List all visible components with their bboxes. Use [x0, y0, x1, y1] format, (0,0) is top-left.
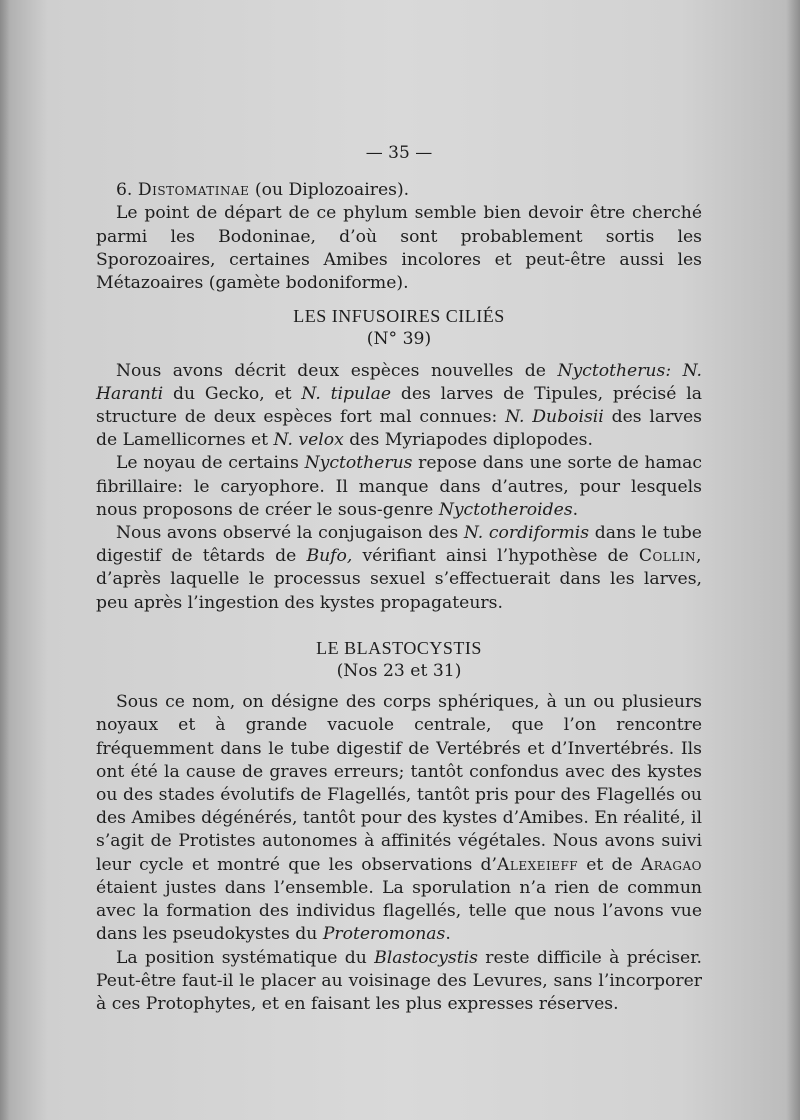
scan-left-edge [0, 0, 10, 1120]
blastocystis-paragraph-2: La position systématique du Blastocystis reste difficile à préciser. Peut-être faut-il le placer au voisinage des Levures, sans l’incorporer à ces Protophytes, et en faisant les plus expresses réserves. [96, 947, 703, 1014]
infusoires-paragraph-2: Le noyau de certains Nyctotherus repose dans une sorte de hamac fibrillaire: le caryophore. Il manque dans d’autres, pour lesquels nous proposons de créer le sous-genre Nyctotheroides. [96, 453, 702, 520]
page-number: — 35 — [365, 143, 433, 163]
infusoires-reference: (N° 39) [366, 329, 432, 350]
blastocystis-heading: LE BLASTOCYSTIS [316, 637, 482, 658]
infusoires-paragraph-1: Nous avons décrit deux espèces nouvelles de Nyctotherus: N. Haranti du Gecko, et N. tipulae des larves de Tipules, précisé la structure de deux espèces fort mal connues: N. Duboisii des larves de Lamellicornes et N. velox des Myriapodes diplopodes. [96, 360, 702, 451]
section-6-paragraph: Le point de départ de ce phylum semble bien devoir être cherché parmi les Bodoninae, d’où sont probablement sortis les Sporozoaires, certaines Amibes incolores et peut-être aussi les Métazoaires (gamète bodoniforme). [96, 203, 702, 294]
distomatinae-term: Distomatinae [137, 180, 250, 201]
book-page [96, 142, 702, 1016]
scan-right-edge [786, 0, 800, 1120]
section-6-heading: 6. Distomatinae (ou Diplozoaires). [116, 180, 410, 201]
blastocystis-reference: (Nos 23 et 31) [336, 661, 462, 682]
infusoires-paragraph-3: Nous avons observé la conjugaison des N. cordiformis dans le tube digestif de têtards de Bufo, vérifiant ainsi l’hypothèse de Collin, d’après laquelle le processus sexuel s’effectuerait dans les larves, peu après l’ingestion des kystes propagateurs. [96, 523, 702, 613]
blastocystis-paragraph-1: Sous ce nom, on désigne des corps sphériques, à un ou plusieurs noyaux et à grande vacuole centrale, que l’on rencontre fréquemment dans le tube digestif de Vertébrés et d’Invertébrés. Ils ont été la cause de graves erreurs; tantôt confondus avec des kystes ou des stades évolutifs de Flagellés, tantôt pris pour des Flagellés ou des Amibes dégénérés, tantôt pour des kystes d’Amibes. En réalité, il s’agit de Protistes autonomes à affinités végétales. Nous avons suivi leur cycle et montré que les observations d’Alexeieff et de Aragao étaient justes dans l’ensemble. La sporulation n’a rien de commun avec la formation des individus flagellés, telle que nous l’avons vue dans les pseudokystes du Proteromonas. [96, 692, 702, 945]
infusoires-heading: LES INFUSOIRES CILIÉS [293, 306, 505, 327]
